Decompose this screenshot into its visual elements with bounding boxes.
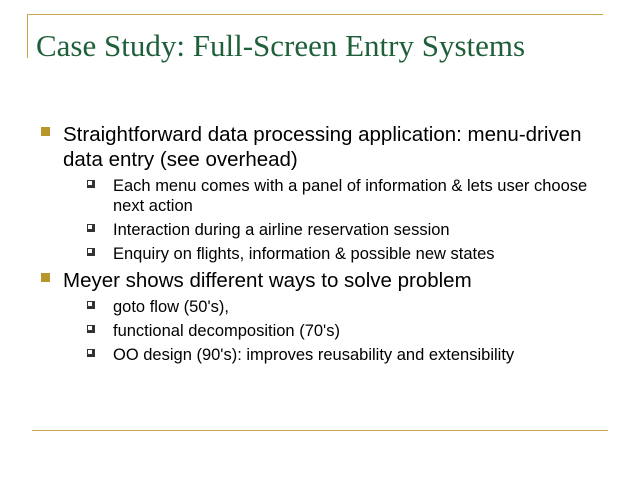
- sub-bullet-text: functional decomposition (70's): [113, 322, 340, 340]
- bullet-list: [36, 122, 616, 369]
- shadowed-box-bullet-icon: [87, 301, 95, 309]
- sub-bullet-item: [63, 220, 616, 240]
- bottom-rule: [32, 430, 608, 431]
- left-rule: [27, 14, 28, 58]
- filled-square-bullet-icon: [41, 273, 50, 282]
- sub-bullet-item: [63, 345, 616, 365]
- filled-square-bullet-icon: [41, 127, 50, 136]
- slide-title: Case Study: Full-Screen Entry Systems: [36, 28, 526, 63]
- sub-bullet-list: [63, 176, 616, 264]
- sub-bullet-text: Enquiry on flights, information & possible new states: [113, 245, 495, 263]
- bullet-item: [36, 268, 616, 365]
- shadowed-box-bullet-icon: [87, 224, 95, 232]
- bullet-text: Straightforward data processing application: menu-driven data entry (see overhead): [63, 123, 582, 171]
- sub-bullet-item: [63, 321, 616, 341]
- top-rule: [27, 14, 603, 15]
- sub-bullet-item: [63, 297, 616, 317]
- bullet-text: Meyer shows different ways to solve problem: [63, 269, 472, 292]
- sub-bullet-text: Interaction during a airline reservation session: [113, 221, 450, 239]
- sub-bullet-text: Each menu comes with a panel of information & lets user choose next action: [113, 177, 588, 215]
- sub-bullet-item: [63, 176, 616, 216]
- shadowed-box-bullet-icon: [87, 248, 95, 256]
- shadowed-box-bullet-icon: [87, 180, 95, 188]
- sub-bullet-item: [63, 244, 616, 264]
- sub-bullet-list: [63, 297, 616, 365]
- shadowed-box-bullet-icon: [87, 349, 95, 357]
- sub-bullet-text: OO design (90's): improves reusability and extensibility: [113, 346, 515, 364]
- shadowed-box-bullet-icon: [87, 325, 95, 333]
- bullet-item: [36, 122, 616, 264]
- sub-bullet-text: goto flow (50's),: [113, 298, 229, 316]
